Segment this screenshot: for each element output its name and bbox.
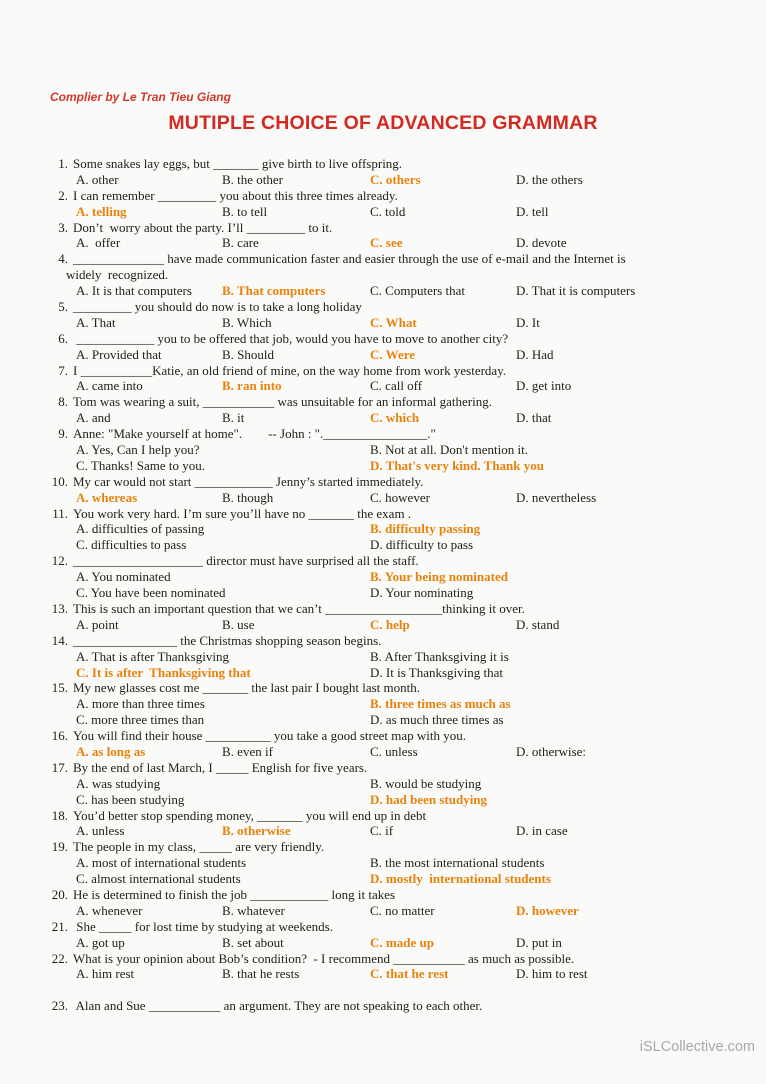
options-row [0, 235, 766, 251]
option: B. the most international students [370, 855, 545, 871]
question-number: 9. [58, 426, 68, 442]
options-row [0, 871, 766, 887]
question-number: 4. [58, 251, 68, 267]
options-row [0, 315, 766, 331]
question-2 [0, 188, 766, 220]
question-21 [0, 919, 766, 951]
question-stem-continued [0, 267, 766, 283]
question-number: 16. [51, 728, 68, 744]
question-5 [0, 299, 766, 331]
option: A. him rest [76, 966, 135, 982]
options-row [0, 935, 766, 951]
question-stem [0, 394, 766, 410]
options-row [0, 903, 766, 919]
question-stem [0, 220, 766, 236]
question-stem [0, 887, 766, 903]
option: D. in case [516, 823, 568, 839]
option: A. offer [76, 235, 121, 251]
option-correct-answer: B. ran into [222, 378, 282, 394]
options-row [0, 521, 766, 537]
options-row [0, 410, 766, 426]
option-correct-answer: C. see [370, 235, 403, 251]
option: C. call off [370, 378, 423, 394]
options-row [0, 283, 766, 299]
option: C. Thanks! Same to you. [76, 457, 206, 473]
question-stem [0, 188, 766, 204]
question-stem [0, 601, 766, 617]
option: D. difficulty to pass [370, 537, 474, 553]
question-stem [0, 951, 766, 967]
option-correct-answer: B. Your being nominated [370, 569, 508, 585]
options-row [0, 744, 766, 760]
stem-text: Alan and Sue ___________ an argument. They are not speaking to each other. [73, 998, 483, 1014]
stem-text: By the end of last March, I _____ English for five years. [73, 759, 368, 775]
stem-text: This is such an important question that we can’t __________________thinking it over. [73, 600, 525, 616]
stem-text: widely recognized. [66, 267, 169, 283]
question-number: 7. [58, 362, 68, 378]
stem-text: The people in my class, _____ are very friendly. [73, 839, 325, 855]
options-row [0, 665, 766, 681]
stem-text: What is your opinion about Bob’s condition? - I recommend ___________ as much as possible. [73, 950, 575, 966]
question-3 [0, 220, 766, 252]
option: D. That it is computers [516, 283, 636, 299]
question-8 [0, 394, 766, 426]
option-correct-answer: C. which [370, 410, 420, 426]
question-1 [0, 156, 766, 188]
stem-text: ____________________ director must have surprised all the staff. [73, 553, 419, 569]
option-correct-answer: B. three times as much as [370, 696, 511, 712]
option: D. Had [516, 346, 554, 362]
question-16 [0, 728, 766, 760]
option-correct-answer: C. others [370, 171, 421, 187]
option-correct-answer: A. telling [76, 203, 127, 219]
question-stem [0, 251, 766, 267]
question-number: 17. [51, 759, 68, 775]
options-row [0, 966, 766, 982]
option: C. You have been nominated [76, 585, 226, 601]
option: A. You nominated [76, 569, 171, 585]
options-row [0, 490, 766, 506]
question-7 [0, 363, 766, 395]
option: D. devote [516, 235, 567, 251]
option: A. Yes, Can I help you? [76, 442, 200, 458]
options-row [0, 347, 766, 363]
question-stem [0, 474, 766, 490]
option: D. as much three times as [370, 712, 504, 728]
question-number: 12. [51, 553, 68, 569]
question-20 [0, 887, 766, 919]
stem-text: ____________ you to be offered that job, would you have to move to another city? [73, 330, 509, 346]
stem-text: Anne: "Make yourself at home". -- John : ".________________." [73, 426, 436, 442]
option: B. would be studying [370, 775, 482, 791]
option: C. has been studying [76, 791, 185, 807]
question-stem [0, 633, 766, 649]
option: A. more than three times [76, 696, 205, 712]
question-stem [0, 839, 766, 855]
option-correct-answer: B. difficulty passing [370, 521, 481, 537]
option-correct-answer: C. Were [370, 346, 416, 362]
option: C. more three times than [76, 712, 205, 728]
option: A. and [76, 410, 111, 426]
watermark-isl-collective: iSLCollective.com [639, 1039, 755, 1055]
question-stem [0, 156, 766, 172]
option: A. most of international students [76, 855, 247, 871]
question-number: 23. [51, 998, 68, 1014]
question-number: 18. [51, 807, 68, 823]
question-18 [0, 808, 766, 840]
option: A. unless [76, 823, 125, 839]
options-row [0, 792, 766, 808]
stem-text: He is determined to finish the job ____________ long it takes [73, 886, 396, 902]
stem-text: You work very hard. I’m sure you’ll have no _______ the exam . [73, 505, 412, 521]
question-number: 6. [58, 330, 68, 346]
option: A. got up [76, 934, 125, 950]
stem-text: I can remember _________ you about this three times already. [73, 187, 398, 203]
question-15 [0, 680, 766, 728]
question-number: 2. [58, 187, 68, 203]
question-stem [0, 728, 766, 744]
option-correct-answer: C. made up [370, 934, 434, 950]
stem-text: My car would not start ____________ Jenny’s started immediately. [73, 473, 424, 489]
option: C. Computers that [370, 283, 465, 299]
stem-text: Don’t worry about the party. I’ll _________ to it. [73, 219, 333, 235]
page-title: MUTIPLE CHOICE OF ADVANCED GRAMMAR [168, 112, 598, 134]
option: D. get into [516, 378, 572, 394]
options-row [0, 617, 766, 633]
options-row [0, 569, 766, 585]
option: A. It is that computers [76, 283, 192, 299]
option-correct-answer: D. however [516, 902, 579, 918]
option: B. to tell [222, 203, 268, 219]
question-23 [0, 998, 766, 1014]
options-row [0, 712, 766, 728]
stem-text: I ___________Katie, an old friend of mine, on the way home from work yesterday. [73, 362, 507, 378]
compiler-credit: Complier by Le Tran Tieu Giang [50, 90, 231, 104]
option: B. set about [222, 934, 284, 950]
options-row [0, 442, 766, 458]
question-22 [0, 951, 766, 983]
question-4 [0, 251, 766, 299]
question-number: 5. [58, 299, 68, 315]
option: A. That [76, 314, 116, 330]
option: A. whenever [76, 902, 143, 918]
option: D. stand [516, 616, 560, 632]
option-correct-answer: C. help [370, 616, 410, 632]
option: B. use [222, 616, 255, 632]
question-14 [0, 633, 766, 681]
option: A. That is after Thanksgiving [76, 648, 229, 664]
option: A. came into [76, 378, 143, 394]
option: B. though [222, 489, 274, 505]
option-correct-answer: B. That computers [222, 283, 326, 299]
worksheet-body [0, 156, 766, 1014]
question-13 [0, 601, 766, 633]
option-correct-answer: D. had been studying [370, 791, 488, 807]
options-row [0, 172, 766, 188]
question-number: 14. [51, 632, 68, 648]
option: A. difficulties of passing [76, 521, 205, 537]
option: D. nevertheless [516, 489, 597, 505]
options-row [0, 696, 766, 712]
option: B. even if [222, 743, 273, 759]
question-number: 8. [58, 394, 68, 410]
option-correct-answer: D. That's very kind. Thank you [370, 457, 545, 473]
option-correct-answer: C. that he rest [370, 966, 449, 982]
option: C. almost international students [76, 871, 241, 887]
question-number: 11. [52, 505, 68, 521]
option-correct-answer: C. It is after Thanksgiving that [76, 664, 251, 680]
question-stem [0, 998, 766, 1014]
option: D. otherwise: [516, 743, 587, 759]
options-row [0, 855, 766, 871]
question-number: 21. [51, 918, 68, 934]
question-stem [0, 553, 766, 569]
question-11 [0, 506, 766, 554]
option: B. the other [222, 171, 284, 187]
option: B. Should [222, 346, 275, 362]
option-correct-answer: B. otherwise [222, 823, 291, 839]
option: C. no matter [370, 902, 435, 918]
option: D. Your nominating [370, 585, 474, 601]
option: B. that he rests [222, 966, 300, 982]
options-row [0, 378, 766, 394]
question-number: 1. [58, 156, 68, 171]
stem-text: Tom was wearing a suit, ___________ was unsuitable for an informal gathering. [73, 394, 492, 410]
question-19 [0, 839, 766, 887]
stem-text: She _____ for lost time by studying at weekends. [73, 918, 333, 934]
question-number: 15. [51, 680, 68, 696]
stem-text: You will find their house __________ you take a good street map with you. [73, 728, 466, 744]
option: D. that [516, 410, 552, 426]
options-row [0, 458, 766, 474]
question-12 [0, 553, 766, 601]
option: D. It [516, 314, 540, 330]
options-row [0, 649, 766, 665]
question-10 [0, 474, 766, 506]
option: C. difficulties to pass [76, 537, 187, 553]
question-9 [0, 426, 766, 474]
option: B. After Thanksgiving it is [370, 648, 509, 664]
option: A. point [76, 616, 119, 632]
option: B. Which [222, 314, 272, 330]
question-number: 13. [51, 600, 68, 616]
option: A. was studying [76, 775, 161, 791]
option: B. care [222, 235, 259, 251]
options-row [0, 585, 766, 601]
question-stem [0, 363, 766, 379]
stem-text: You’d better stop spending money, _______ you will end up in debt [73, 807, 427, 823]
options-row [0, 537, 766, 553]
question-number: 20. [51, 886, 68, 902]
question-number: 22. [51, 950, 68, 966]
option: D. put in [516, 934, 562, 950]
question-stem [0, 299, 766, 315]
option: A. other [76, 171, 119, 187]
option: C. however [370, 489, 430, 505]
question-17 [0, 760, 766, 808]
option: C. told [370, 203, 406, 219]
stem-text: ______________ have made communication faster and easier through the use of e-mail and the Internet is [73, 251, 626, 267]
question-stem [0, 331, 766, 347]
options-row [0, 776, 766, 792]
question-stem [0, 760, 766, 776]
option: D. tell [516, 203, 549, 219]
question-stem [0, 808, 766, 824]
options-row [0, 204, 766, 220]
question-number: 3. [58, 219, 68, 235]
option-correct-answer: A. as long as [76, 743, 146, 759]
stem-text: My new glasses cost me _______ the last pair I bought last month. [73, 680, 420, 696]
question-number: 19. [51, 839, 68, 855]
question-stem [0, 919, 766, 935]
options-row [0, 823, 766, 839]
option: C. unless [370, 743, 418, 759]
option: D. the others [516, 171, 583, 187]
option: D. him to rest [516, 966, 588, 982]
option-correct-answer: C. What [370, 314, 417, 330]
question-number: 10. [51, 473, 68, 489]
option: A. Provided that [76, 346, 162, 362]
stem-text: ________________ the Christmas shopping season begins. [73, 632, 382, 648]
option: B. it [222, 410, 245, 426]
option: C. if [370, 823, 394, 839]
question-stem [0, 426, 766, 442]
question-stem [0, 506, 766, 522]
option: B. whatever [222, 902, 285, 918]
question-stem [0, 680, 766, 696]
stem-text: Some snakes lay eggs, but _______ give birth to live offspring. [73, 156, 403, 171]
option: B. Not at all. Don't mention it. [370, 442, 528, 458]
question-6 [0, 331, 766, 363]
option-correct-answer: D. mostly international students [370, 871, 551, 887]
option: D. It is Thanksgiving that [370, 664, 504, 680]
option-correct-answer: A. whereas [76, 489, 138, 505]
stem-text: _________ you should do now is to take a long holiday [73, 299, 362, 315]
